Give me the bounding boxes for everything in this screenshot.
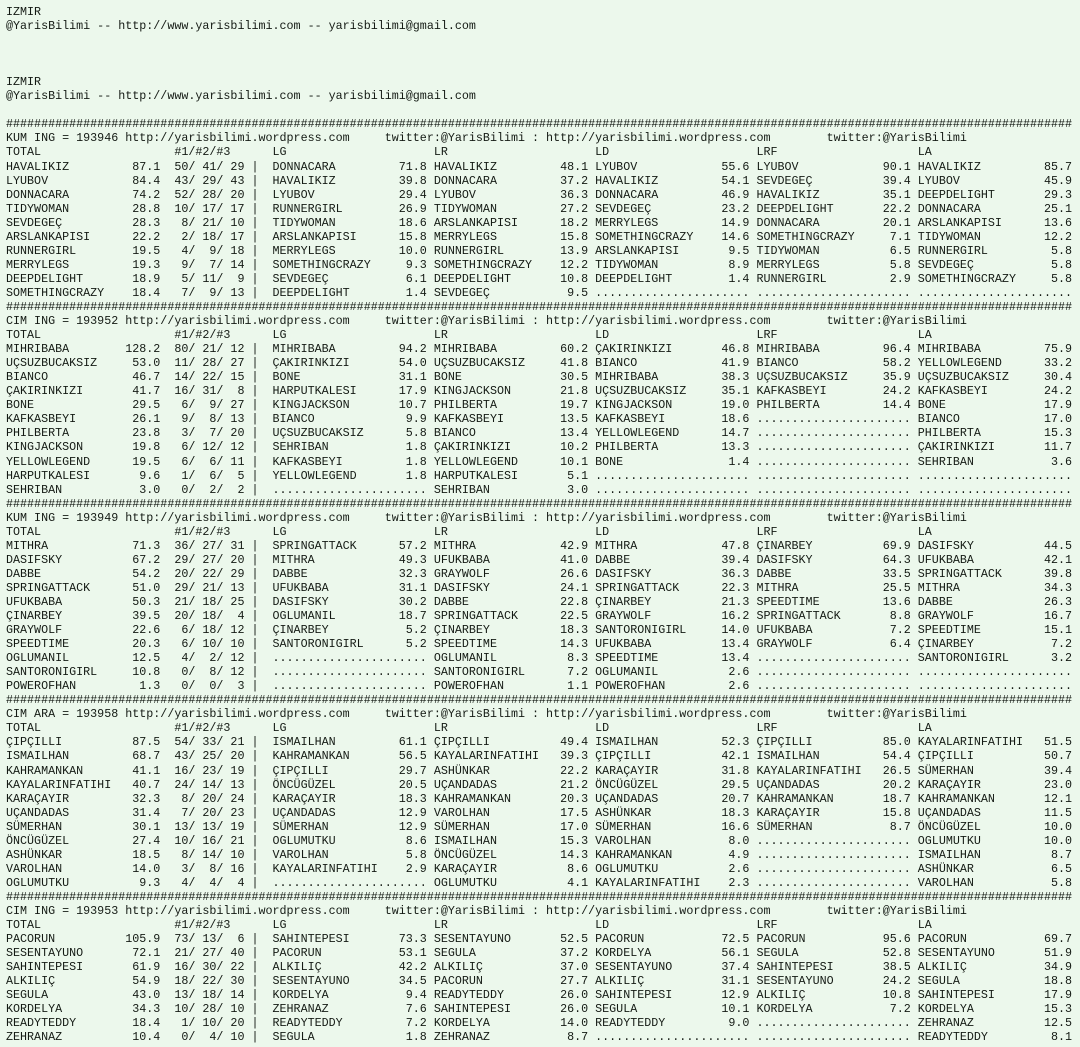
stats-sections	[6, 117, 1080, 1044]
location-line: IZMIR	[6, 5, 42, 19]
separator-line: ########################################################################################################################################################	[6, 117, 1073, 132]
stats-row: YELLOWLEGEND 19.5 6/ 6/ 11 | KAFKASBEYI 1.8 YELLOWLEGEND 10.1 BONE 1.4 ...................... SEHRIBAN 3.6	[6, 454, 1080, 469]
stats-row: ALKILIÇ 54.9 18/ 22/ 30 | SESENTAYUNO 34.5 PACORUN 27.7 ALKILIÇ 31.1 SESENTAYUNO 24.2 SEGULA 18.8	[6, 974, 1080, 989]
stats-row: KAFKASBEYI 26.1 9/ 8/ 13 | BIANCO 9.9 KAFKASBEYI 13.5 KAFKASBEYI 18.6 ...................... BIANCO 17.0	[6, 412, 1080, 427]
stats-row: HARPUTKALESI 9.6 1/ 6/ 5 | YELLOWLEGEND 1.8 HARPUTKALESI 5.1 ...................... ...................... ......................	[6, 468, 1080, 483]
stats-row: SAHINTEPESI 61.9 16/ 30/ 22 | ALKILIÇ 42.2 ALKILIÇ 37.0 SESENTAYUNO 37.4 SAHINTEPESI 38.5 ALKILIÇ 34.9	[6, 960, 1080, 975]
stats-row: KARAÇAYIR 32.3 8/ 20/ 24 | KARAÇAYIR 18.3 KAHRAMANKAN 20.3 UÇANDADAS 20.7 KAHRAMANKAN 18.7 KAHRAMANKAN 12.1	[6, 791, 1080, 806]
stats-row: DABBE 54.2 20/ 22/ 29 | DABBE 32.3 GRAYWOLF 26.6 DASIFSKY 36.3 DABBE 33.5 SPRINGATTACK 39.8	[6, 566, 1080, 581]
separator-line: ########################################################################################################################################################	[6, 299, 1073, 314]
contact-line: @YarisBilimi -- http://www.yarisbilimi.com -- yarisbilimi@gmail.com	[6, 89, 476, 104]
stats-row: SEHRIBAN 3.0 0/ 2/ 2 | ...................... SEHRIBAN 3.0 ...................... ...................... ......................	[6, 482, 1080, 497]
stats-row: POWEROFHAN 1.3 0/ 0/ 3 | ...................... POWEROFHAN 1.1 POWEROFHAN 2.6 ...................... ......................	[6, 679, 1080, 694]
stats-row: VAROLHAN 14.0 3/ 8/ 16 | KAYALARINFATIHI 2.9 KARAÇAYIR 8.6 OGLUMUTKU 2.6 ...................... ASHÜNKAR 6.5	[6, 861, 1080, 876]
stats-row: READYTEDDY 18.4 1/ 10/ 20 | READYTEDDY 7.2 KORDELYA 14.0 READYTEDDY 9.0 ...................... ZEHRANAZ 12.5	[6, 1016, 1080, 1031]
stats-row: OGLUMANIL 12.5 4/ 2/ 12 | ...................... OGLUMANIL 8.3 SPEEDTIME 13.4 ...................... SANTORONIGIRL 3.2	[6, 651, 1080, 666]
stats-row: MIHRIBABA 128.2 80/ 21/ 12 | MIHRIBABA 94.2 MIHRIBABA 60.2 ÇAKIRINKIZI 46.8 MIHRIBABA 96.4 MIHRIBABA 75.9	[6, 342, 1080, 357]
blank-line	[6, 33, 1080, 47]
stats-row: BIANCO 46.7 14/ 22/ 15 | BONE 31.1 BONE 30.5 MIHRIBABA 38.3 UÇSUZBUCAKSIZ 35.9 UÇSUZBUCAKSIZ 30.4	[6, 370, 1080, 385]
stats-row: ÖNCÜGÜZEL 27.4 10/ 16/ 21 | OGLUMUTKU 8.6 ISMAILHAN 15.3 VAROLHAN 8.0 ...................... OGLUMUTKU 10.0	[6, 833, 1080, 848]
stats-row: SOMETHINGCRAZY 18.4 7/ 9/ 13 | DEEPDELIGHT 1.4 SEVDEGEÇ 9.5 ...................... ...................... ......................	[6, 285, 1080, 300]
section-title: KUM ING = 193949 http://yarisbilimi.wordpress.com twitter:@YarisBilimi : http://yarisbilimi.wordpress.com twitter:@YarisBilimi	[6, 510, 967, 525]
column-header: TOTAL #1/#2/#3 LG LR LD LRF LA	[6, 918, 932, 933]
stats-row: ASHÜNKAR 18.5 8/ 14/ 10 | VAROLHAN 5.8 ÖNCÜGÜZEL 14.3 KAHRAMANKAN 4.9 ...................... ISMAILHAN 8.7	[6, 847, 1080, 862]
stats-row: HAVALIKIZ 87.1 50/ 41/ 29 | DONNACARA 71.8 HAVALIKIZ 48.1 LYUBOV 55.6 LYUBOV 90.1 HAVALIKIZ 85.7	[6, 159, 1080, 174]
stats-row: UFUKBABA 50.3 21/ 18/ 25 | DASIFSKY 30.2 DABBE 22.8 ÇINARBEY 21.3 SPEEDTIME 13.6 DABBE 26.3	[6, 594, 1080, 609]
stats-row: SÜMERHAN 30.1 13/ 13/ 19 | SÜMERHAN 12.9 SÜMERHAN 17.0 SÜMERHAN 16.6 SÜMERHAN 8.7 ÖNCÜGÜZEL 10.0	[6, 819, 1080, 834]
stats-row: MERRYLEGS 19.3 9/ 7/ 14 | SOMETHINGCRAZY 9.3 SOMETHINGCRAZY 12.2 TIDYWOMAN 8.9 MERRYLEGS 5.8 SEVDEGEÇ 5.8	[6, 257, 1080, 272]
stats-row: SANTORONIGIRL 10.8 0/ 8/ 12 | ...................... SANTORONIGIRL 7.2 OGLUMANIL 2.6 ...................... ......................	[6, 665, 1080, 680]
blank-line	[6, 103, 1080, 117]
column-header: TOTAL #1/#2/#3 LG LR LD LRF LA	[6, 328, 932, 343]
section-title: CIM ARA = 193958 http://yarisbilimi.wordpress.com twitter:@YarisBilimi : http://yarisbilimi.wordpress.com twitter:@YarisBilimi	[6, 707, 967, 722]
stats-row: DASIFSKY 67.2 29/ 27/ 20 | MITHRA 49.3 UFUKBABA 41.0 DABBE 39.4 DASIFSKY 64.3 UFUKBABA 42.1	[6, 552, 1080, 567]
stats-row: OGLUMUTKU 9.3 4/ 4/ 4 | ...................... OGLUMUTKU 4.1 KAYALARINFATIHI 2.3 ...................... VAROLHAN 5.8	[6, 875, 1080, 890]
column-header: TOTAL #1/#2/#3 LG LR LD LRF LA	[6, 145, 932, 160]
stats-row: SEVDEGEÇ 28.3 8/ 21/ 10 | TIDYWOMAN 18.6 ARSLANKAPISI 18.2 MERRYLEGS 14.9 DONNACARA 20.1 ARSLANKAPISI 13.6	[6, 215, 1080, 230]
location-line: IZMIR	[6, 75, 42, 90]
stats-row: SPRINGATTACK 51.0 29/ 21/ 13 | UFUKBABA 31.1 DASIFSKY 24.1 SPRINGATTACK 22.3 MITHRA 25.5 MITHRA 34.3	[6, 580, 1080, 595]
stats-row: RUNNERGIRL 19.5 4/ 9/ 18 | MERRYLEGS 10.0 RUNNERGIRL 13.9 ARSLANKAPISI 9.5 TIDYWOMAN 6.5 RUNNERGIRL 5.8	[6, 243, 1080, 258]
stats-row: SPEEDTIME 20.3 6/ 10/ 10 | SANTORONIGIRL 5.2 SPEEDTIME 14.3 UFUKBABA 13.4 GRAYWOLF 6.4 ÇINARBEY 7.2	[6, 637, 1080, 652]
stats-row: UÇANDADAS 31.4 7/ 20/ 23 | UÇANDADAS 12.9 VAROLHAN 17.5 ASHÜNKAR 18.3 KARAÇAYIR 15.8 UÇANDADAS 11.5	[6, 805, 1080, 820]
blank-line	[6, 47, 1080, 61]
column-header: TOTAL #1/#2/#3 LG LR LD LRF LA	[6, 721, 932, 736]
stats-row: ZEHRANAZ 10.4 0/ 4/ 10 | SEGULA 1.8 ZEHRANAZ 8.7 ...................... ...................... READYTEDDY 8.1	[6, 1030, 1080, 1045]
stats-row: TIDYWOMAN 28.8 10/ 17/ 17 | RUNNERGIRL 26.9 TIDYWOMAN 27.2 SEVDEGEÇ 23.2 DEEPDELIGHT 22.2 DONNACARA 25.1	[6, 201, 1080, 216]
stats-row: SESENTAYUNO 72.1 21/ 27/ 40 | PACORUN 53.1 SEGULA 37.2 KORDELYA 56.1 SEGULA 52.8 SESENTAYUNO 51.9	[6, 946, 1080, 961]
stats-row: ISMAILHAN 68.7 43/ 25/ 20 | KAHRAMANKAN 56.5 KAYALARINFATIHI 39.3 ÇIPÇILLI 42.1 ISMAILHAN 54.4 ÇIPÇILLI 50.7	[6, 749, 1080, 764]
stats-row: ARSLANKAPISI 22.2 2/ 18/ 17 | ARSLANKAPISI 15.8 MERRYLEGS 15.8 SOMETHINGCRAZY 14.6 SOMETHINGCRAZY 7.1 TIDYWOMAN 12.2	[6, 229, 1080, 244]
stats-row: PACORUN 105.9 73/ 13/ 6 | SAHINTEPESI 73.3 SESENTAYUNO 52.5 PACORUN 72.5 PACORUN 95.6 PACORUN 69.7	[6, 932, 1080, 947]
column-header: TOTAL #1/#2/#3 LG LR LD LRF LA	[6, 524, 932, 539]
stats-row: LYUBOV 84.4 43/ 29/ 43 | HAVALIKIZ 39.8 DONNACARA 37.2 HAVALIKIZ 54.1 SEVDEGEÇ 39.4 LYUBOV 45.9	[6, 173, 1080, 188]
stats-row: KAYALARINFATIHI 40.7 24/ 14/ 13 | ÖNCÜGÜZEL 20.5 UÇANDADAS 21.2 ÖNCÜGÜZEL 29.5 UÇANDADAS 20.2 KARAÇAYIR 23.0	[6, 777, 1080, 792]
section-title: KUM ING = 193946 http://yarisbilimi.wordpress.com twitter:@YarisBilimi : http://yarisbilimi.wordpress.com twitter:@YarisBilimi	[6, 131, 967, 146]
separator-line: ########################################################################################################################################################	[6, 889, 1073, 904]
stats-row: BONE 29.5 6/ 9/ 27 | KINGJACKSON 10.7 PHILBERTA 19.7 KINGJACKSON 19.0 PHILBERTA 14.4 BONE 17.9	[6, 398, 1080, 413]
separator-line: ########################################################################################################################################################	[6, 496, 1073, 511]
contact-line: @YarisBilimi -- http://www.yarisbilimi.com -- yarisbilimi@gmail.com	[6, 19, 476, 34]
stats-row: ÇAKIRINKIZI 41.7 16/ 31/ 8 | HARPUTKALESI 17.9 KINGJACKSON 21.8 UÇSUZBUCAKSIZ 35.1 KAFKASBEYI 24.2 KAFKASBEYI 24.2	[6, 384, 1080, 399]
stats-row: ÇINARBEY 39.5 20/ 18/ 4 | OGLUMANIL 18.7 SPRINGATTACK 22.5 GRAYWOLF 16.2 SPRINGATTACK 8.8 GRAYWOLF 16.7	[6, 609, 1080, 624]
stats-row: ÇIPÇILLI 87.5 54/ 33/ 21 | ISMAILHAN 61.1 ÇIPÇILLI 49.4 ISMAILHAN 52.3 ÇIPÇILLI 85.0 KAYALARINFATIHI 51.5	[6, 735, 1080, 750]
blank-line	[6, 61, 1080, 75]
stats-row: KORDELYA 34.3 10/ 28/ 10 | ZEHRANAZ 7.6 SAHINTEPESI 26.0 SEGULA 10.1 KORDELYA 7.2 KORDELYA 15.3	[6, 1002, 1080, 1017]
stats-row: MITHRA 71.3 36/ 27/ 31 | SPRINGATTACK 57.2 MITHRA 42.9 MITHRA 47.8 ÇINARBEY 69.9 DASIFSKY 44.5	[6, 538, 1080, 553]
stats-row: PHILBERTA 23.8 3/ 7/ 20 | UÇSUZBUCAKSIZ 5.8 BIANCO 13.4 YELLOWLEGEND 14.7 ...................... PHILBERTA 15.3	[6, 426, 1080, 441]
section-title: CIM ING = 193953 http://yarisbilimi.wordpress.com twitter:@YarisBilimi : http://yarisbilimi.wordpress.com twitter:@YarisBilimi	[6, 904, 967, 918]
stats-row: SEGULA 43.0 13/ 18/ 14 | KORDELYA 9.4 READYTEDDY 26.0 SAHINTEPESI 12.9 ALKILIÇ 10.8 SAHINTEPESI 17.9	[6, 988, 1080, 1003]
stats-row: DONNACARA 74.2 52/ 28/ 20 | LYUBOV 29.4 LYUBOV 36.3 DONNACARA 46.9 HAVALIKIZ 35.1 DEEPDELIGHT 29.3	[6, 187, 1080, 202]
stats-row: KAHRAMANKAN 41.1 16/ 23/ 19 | ÇIPÇILLI 29.7 ASHÜNKAR 22.2 KARAÇAYIR 31.8 KAYALARINFATIHI 26.5 SÜMERHAN 39.4	[6, 763, 1080, 778]
separator-line: ########################################################################################################################################################	[6, 693, 1073, 708]
stats-row: UÇSUZBUCAKSIZ 53.0 11/ 28/ 27 | ÇAKIRINKIZI 54.0 UÇSUZBUCAKSIZ 41.8 BIANCO 41.9 BIANCO 58.2 YELLOWLEGEND 33.2	[6, 356, 1080, 371]
stats-row: GRAYWOLF 22.6 6/ 18/ 12 | ÇINARBEY 5.2 ÇINARBEY 18.3 SANTORONIGIRL 14.0 UFUKBABA 7.2 SPEEDTIME 15.1	[6, 623, 1080, 638]
stats-row: DEEPDELIGHT 18.9 5/ 11/ 9 | SEVDEGEÇ 6.1 DEEPDELIGHT 10.8 DEEPDELIGHT 1.4 RUNNERGIRL 2.9 SOMETHINGCRAZY 5.8	[6, 271, 1080, 286]
stats-row: KINGJACKSON 19.8 6/ 12/ 12 | SEHRIBAN 1.8 ÇAKIRINKIZI 10.2 PHILBERTA 13.3 ...................... ÇAKIRINKIZI 11.7	[6, 440, 1080, 455]
section-title: CIM ING = 193952 http://yarisbilimi.wordpress.com twitter:@YarisBilimi : http://yarisbilimi.wordpress.com twitter:@YarisBilimi	[6, 314, 967, 329]
